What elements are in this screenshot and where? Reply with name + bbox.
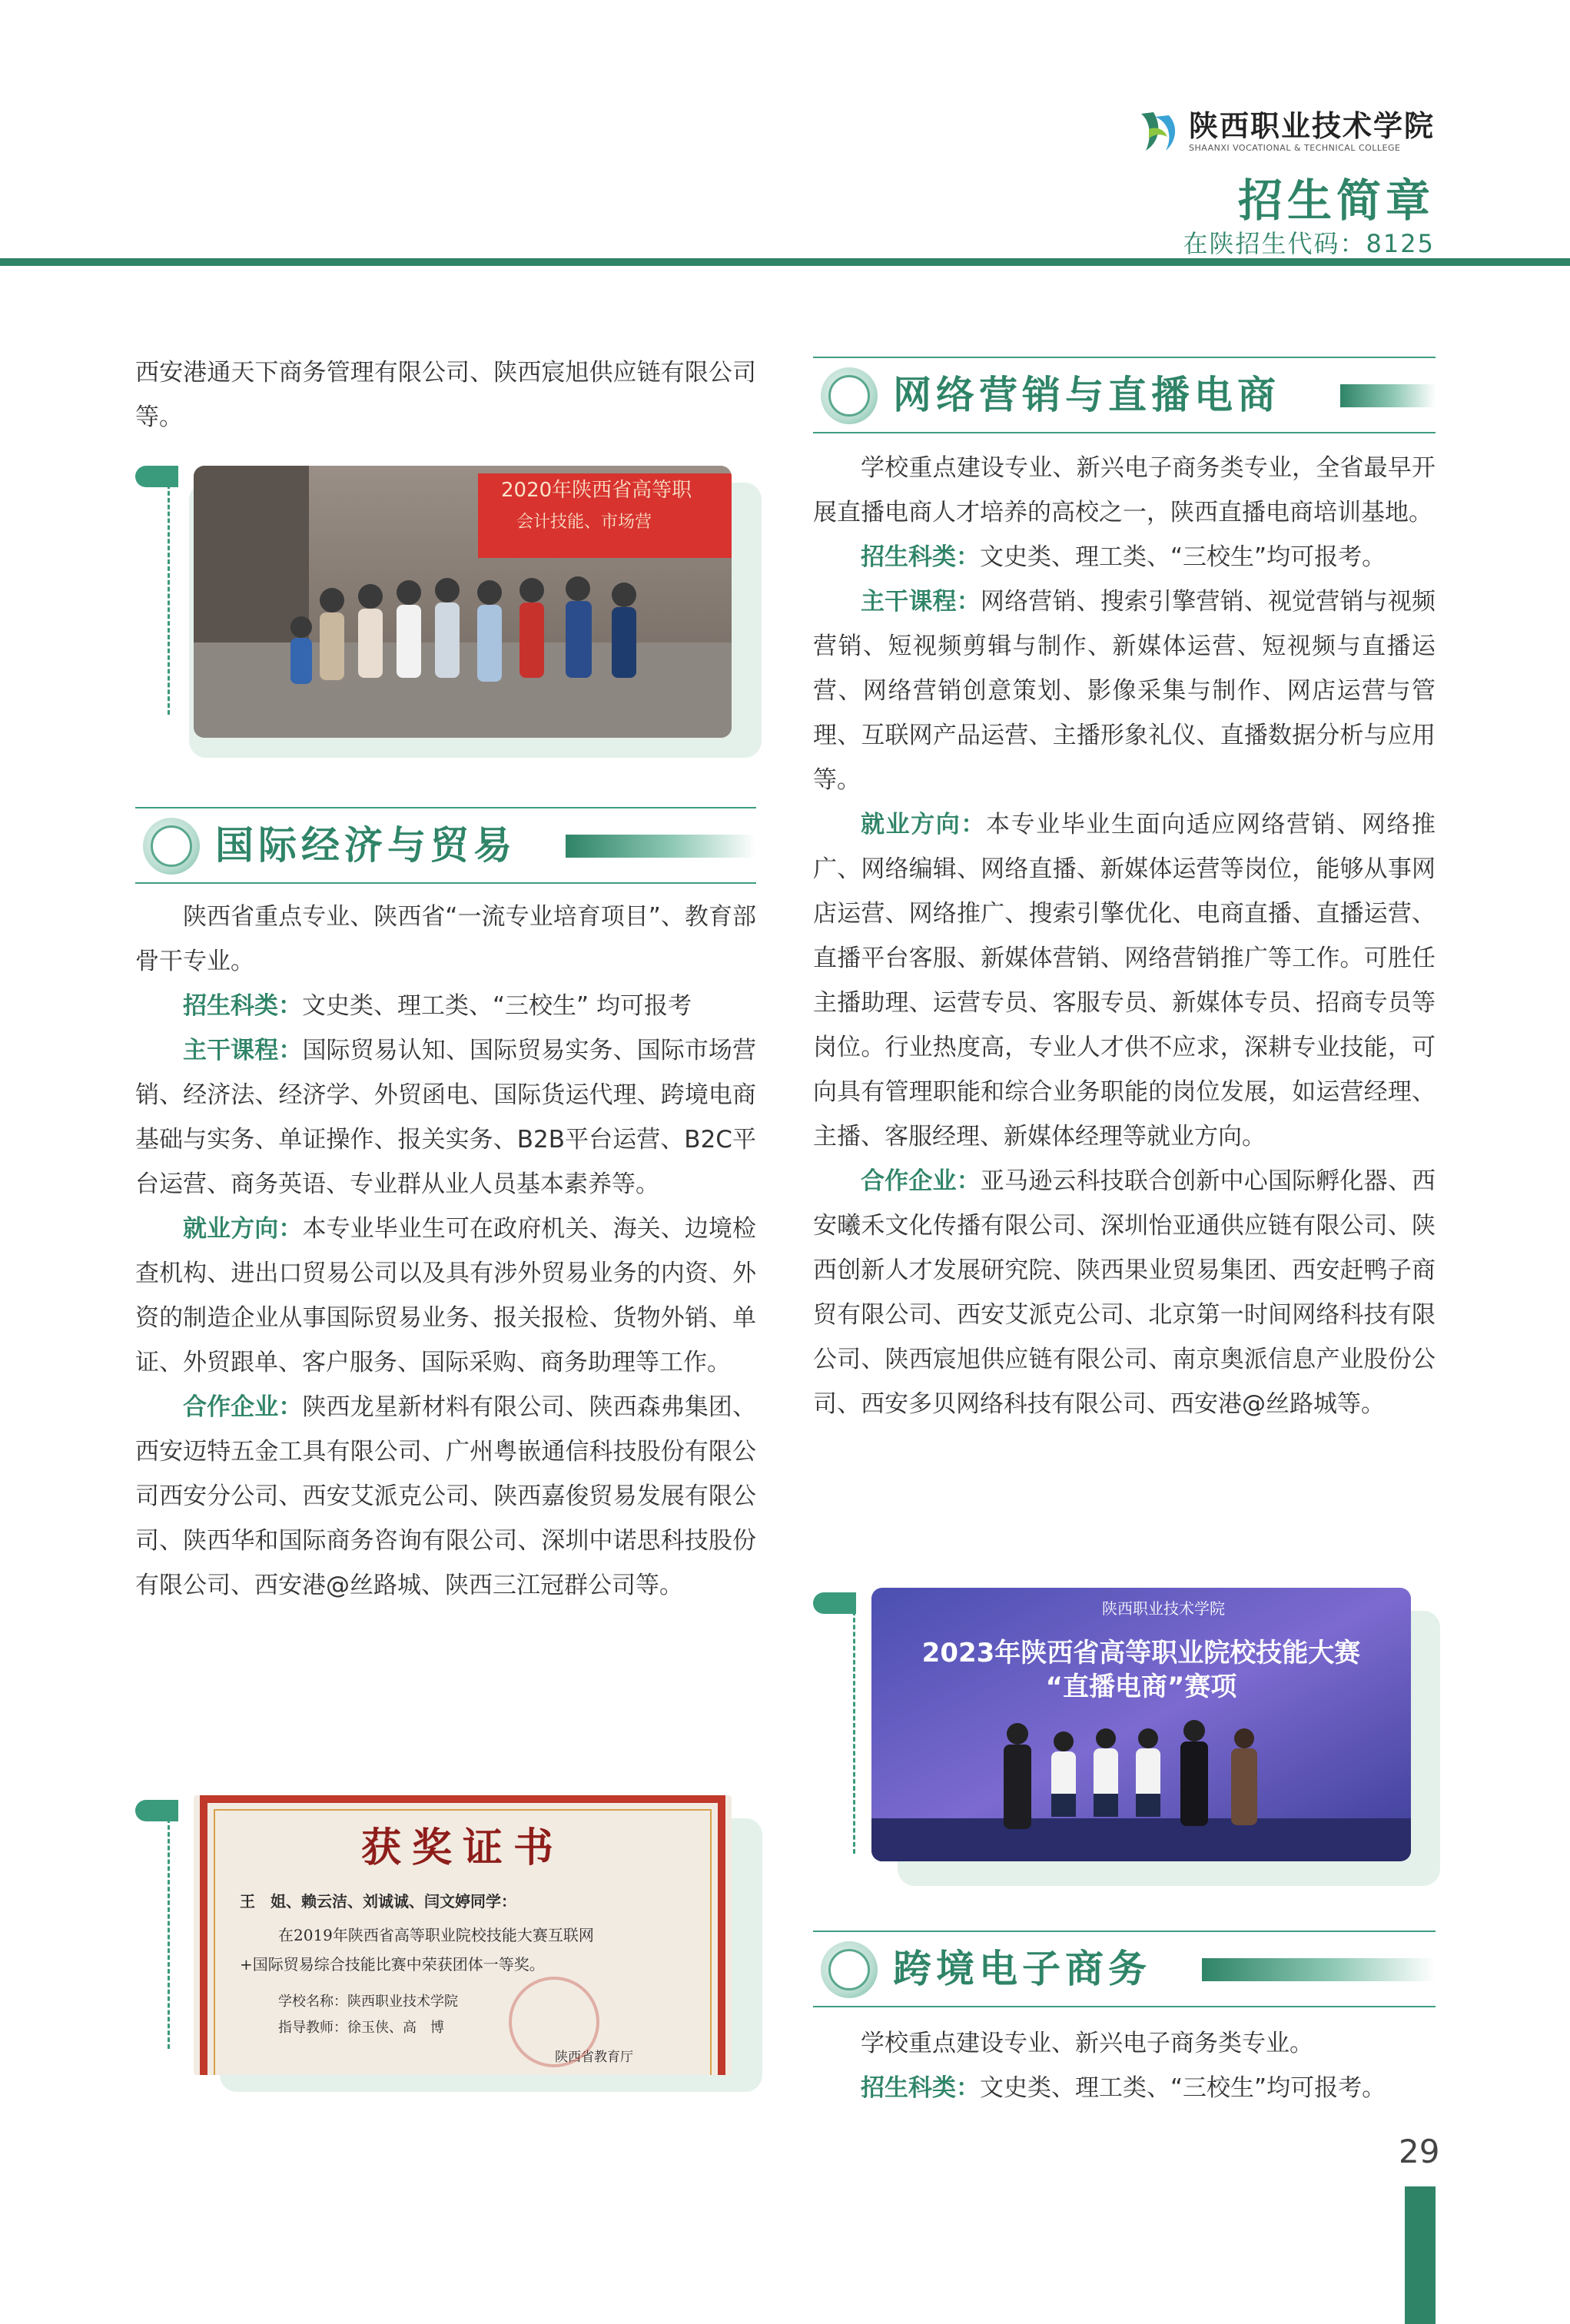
page-number: 29 [1399,2133,1440,2170]
photo2-title-1: 2023年陕西省高等职业院校技能大赛 [921,1638,1361,1668]
partners-text: 陕西龙星新材料有限公司、陕西森弗集团、西安迈特五金工具有限公司、广州粤嵌通信科技股份有限公司西安分公司、西安艾派克公司、陕西嘉俊贸易发展有限公司、陕西华和国际商务咨询有限公司、深圳中诺思科技股份有限公司、西安港@丝路城、陕西三江冠群公司等。 [135,1393,757,1599]
intro-paragraph: 学校重点建设专业、新兴电子商务类专业，全省最早开展直播电商人才培养的高校之一，陕西直播电商培训基地。 [813,454,1436,526]
section-header-cross-border [813,1931,1436,2007]
certificate-title: 获奖证书 [360,1824,564,1871]
certificate-names: 王 姐、赖云洁、刘诚诚、闫文婷同学： [240,1892,516,1911]
intro-paragraph: 西安港通天下商务管理有限公司、陕西宸旭供应链有限公司等。 [135,359,756,431]
section-title: 跨境电子商务 [893,1947,1151,1991]
intro-paragraph: 学校重点建设专业、新兴电子商务类专业。 [861,2030,1313,2057]
photo2-logo-text: 陕西职业技术学院 [1102,1599,1225,1618]
banner-text-2: 会计技能、市场营 [516,513,652,532]
certificate-issuer: 陕西省教育厅 [555,2050,633,2065]
courses-text: 网络营销、搜索引擎营销、视觉营销与视频营销、短视频剪辑与制作、新媒体运营、短视频与直播运营、网络营销创意策划、影像采集与制作、网店运营与管理、互联网产品运营、主播形象礼仪、直播数据分析与应用等。 [813,588,1436,794]
photo-frame-1 [135,461,765,761]
section-header-intl-trade [135,807,756,884]
subjects-label: 招生科类： [183,992,302,1020]
photo-frame-2 [813,1588,1443,1895]
subjects-text: 文史类、理工类、“三校生”均可报考。 [980,543,1386,571]
section-header-live-ecommerce [813,357,1436,433]
subjects-text: 文史类、理工类、“三校生”均可报考。 [980,2074,1386,2102]
intl-trade-body [135,895,756,1608]
jobs-label: 就业方向： [861,811,986,838]
competition-team-photo [871,1588,1411,1861]
college-name-en: SHAANXI VOCATIONAL & TECHNICAL COLLEGE [1188,142,1401,153]
certificate-line-2: +国际贸易综合技能比赛中荣获团体一等奖。 [240,1955,545,1974]
intro-paragraph: 陕西省重点专业、陕西省“一流专业培育项目”、教育部骨干专业。 [135,903,756,975]
section-badge-icon [143,818,200,875]
college-name: 陕西职业技术学院 [1188,108,1435,143]
group-photo-students [194,466,732,738]
courses-label: 主干课程： [861,588,981,616]
page-title: 招生简章 [1237,174,1435,227]
certificate-teacher: 指导教师：徐玉侠、高 博 [278,2020,444,2036]
banner-text: 2020年陕西省高等职 [501,479,692,502]
certificate-line-1: 在2019年陕西省高等职业院校技能大赛互联网 [278,1926,594,1944]
section-badge-icon [821,367,878,424]
courses-text: 国际贸易认知、国际贸易实务、国际市场营销、经济法、经济学、外贸函电、国际货运代理、跨境电商基础与实务、单证操作、报关实务、B2B平台运营、B2C平台运营、商务英语、专业群从业人员基本素养等。 [135,1037,757,1198]
photo2-title-2: “直播电商”赛项 [1045,1672,1237,1702]
partners-label: 合作企业： [183,1393,303,1421]
subjects-label: 招生科类： [861,2074,980,2102]
left-intro [135,350,756,440]
enrollment-code: 在陕招生代码：8125 [1183,229,1435,258]
subjects-text: 文史类、理工类、“三校生” 均可报考 [302,992,692,1020]
award-certificate [194,1795,732,2075]
photo-frame-certificate [135,1795,765,2095]
page-number-bar [1405,2186,1436,2324]
courses-label: 主干课程： [183,1037,303,1064]
certificate-school: 学校名称：陕西职业技术学院 [278,1994,458,2010]
partners-text: 亚马逊云科技联合创新中心国际孵化器、西安曦禾文化传播有限公司、深圳怡亚通供应链有限公司、陕西创新人才发展研究院、陕西果业贸易集团、西安赶鸭子商贸有限公司、西安艾派克公司、北京第一时间网络科技有限公司、陕西宸旭供应链有限公司、南京奥派信息产业股份公司、西安多贝网络科技有限公司、西安港@丝路城等。 [813,1167,1436,1418]
section-title: 网络营销与直播电商 [893,373,1280,417]
live-ecommerce-body [813,446,1436,1426]
jobs-text: 本专业毕业生面向适应网络营销、网络推广、网络编辑、网络直播、新媒体运营等岗位，能够从事网店运营、网络推广、搜索引擎优化、电商直播、直播运营、直播平台客服、新媒体营销、网络营销推广等工作。可胜任主播助理、运营专员、客服专员、新媒体专员、招商专员等岗位。行业热度高，专业人才供不应求，深耕专业技能，可向具有管理职能和综合业务职能的岗位发展，如运营经理、主播、客服经理、新媒体经理等就业方向。 [813,811,1436,1150]
jobs-text: 本专业毕业生可在政府机关、海关、边境检查机构、进出口贸易公司以及具有涉外贸易业务的内资、外资的制造企业从事国际贸易业务、报关报检、货物外销、单证、外贸跟单、客户服务、国际采购、商务助理等工作。 [135,1215,757,1376]
partners-label: 合作企业： [861,1167,981,1195]
certificate-seal [509,1977,599,2067]
header-divider [0,258,1570,266]
section-title: 国际经济与贸易 [215,823,516,868]
college-emblem-icon [1135,106,1180,155]
jobs-label: 就业方向： [183,1215,303,1243]
college-logo [1135,106,1435,155]
subjects-label: 招生科类： [861,543,980,571]
cross-border-body [813,2021,1436,2110]
section-badge-icon [821,1941,878,1998]
